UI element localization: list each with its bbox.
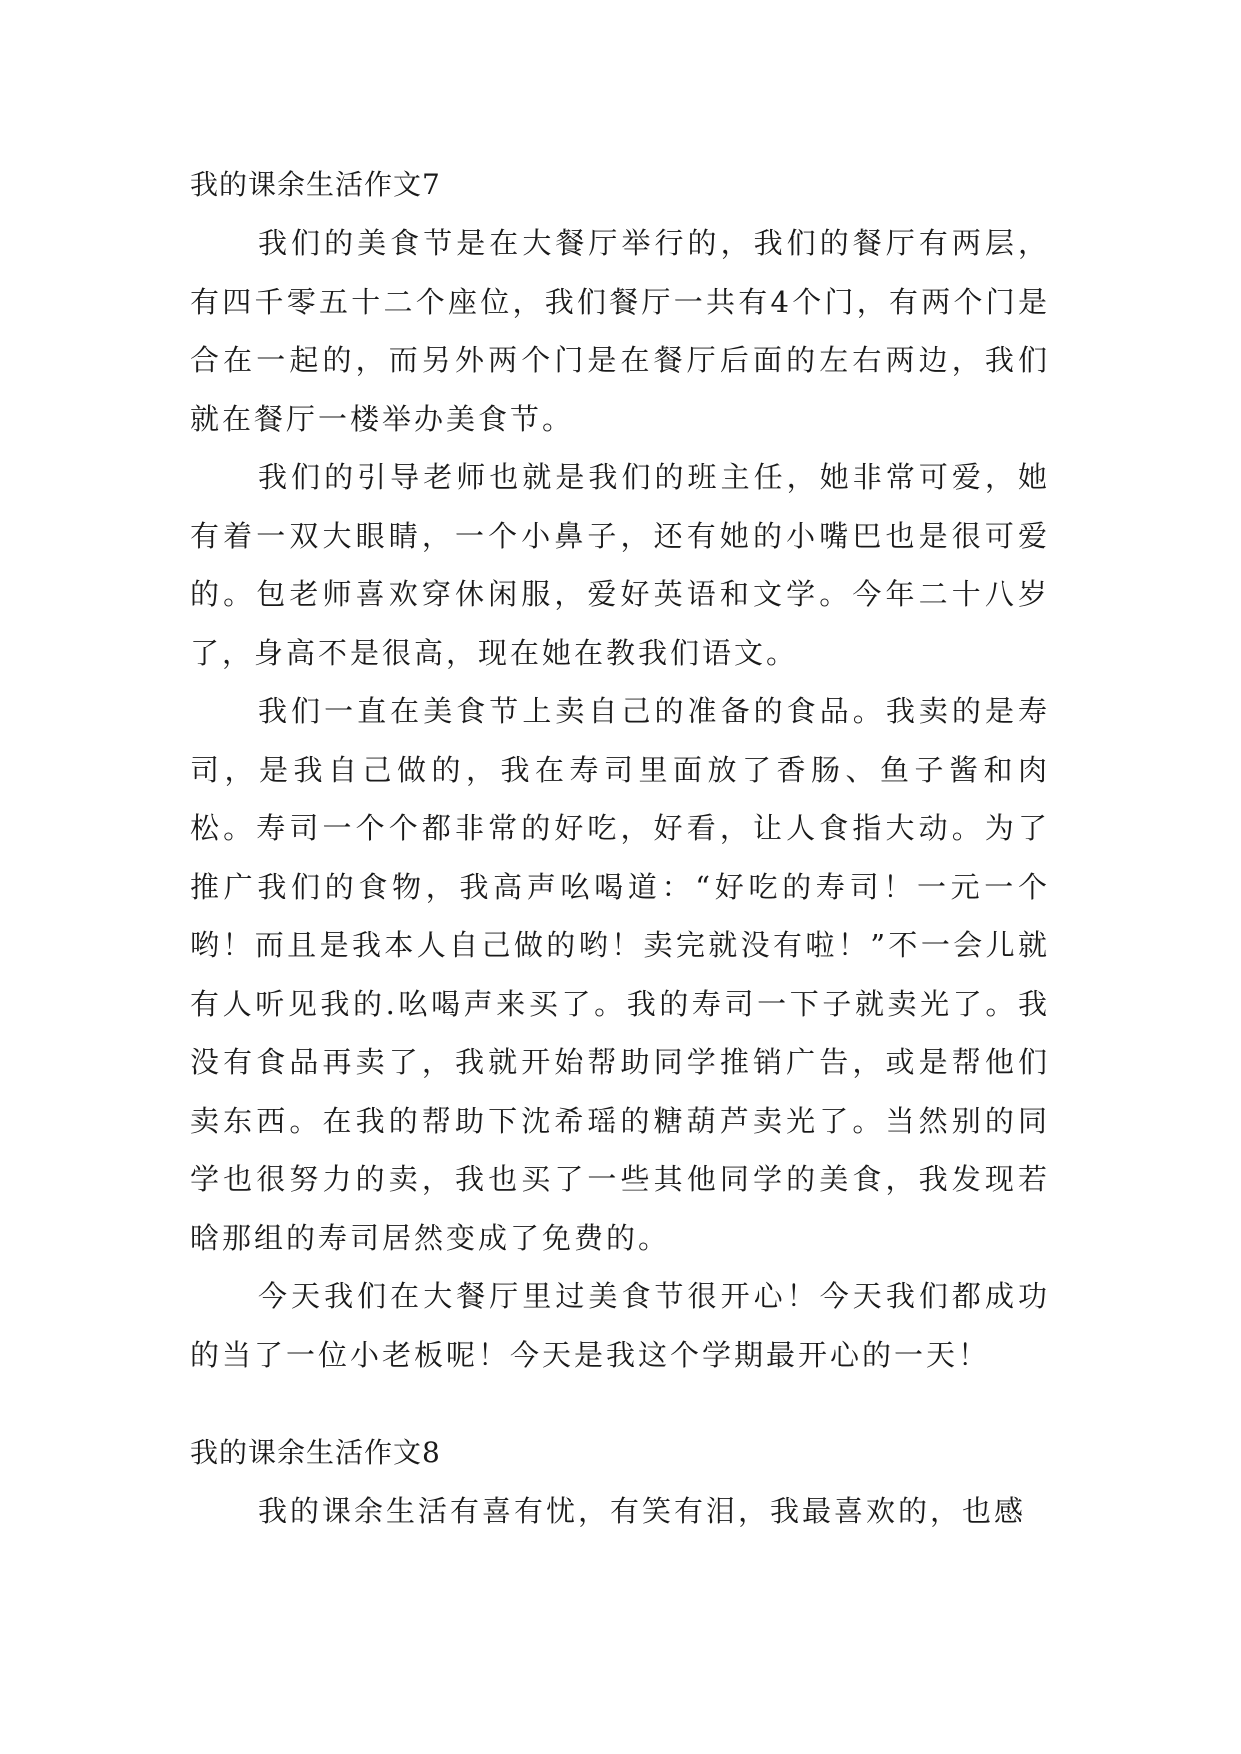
essay-section-7 [190, 156, 1050, 1384]
essay-heading: 我的课余生活作文8 [190, 1436, 441, 1469]
essay-paragraph: 我们的美食节是在大餐厅举行的，我们的餐厅有两层，有四千零五十二个座位，我们餐厅一共有4个门，有两个门是合在一起的，而另外两个门是在餐厅后面的左右两边，我们就在餐厅一楼举办美食节。 [190, 226, 1050, 436]
essay-section-8 [190, 1424, 1050, 1541]
essay-paragraph: 今天我们在大餐厅里过美食节很开心！今天我们都成功的当了一位小老板呢！今天是我这个学期最开心的一天！ [190, 1279, 1050, 1372]
essay-heading: 我的课余生活作文7 [190, 168, 441, 201]
essay-paragraph: 我们一直在美食节上卖自己的准备的食品。我卖的是寿司，是我自己做的，我在寿司里面放了香肠、鱼子酱和肉松。寿司一个个都非常的好吃，好看，让人食指大动。为了推广我们的食物，我高声吆喝道：“好吃的寿司！一元一个哟！而且是我本人自己做的哟！卖完就没有啦！”不一会儿就有人听见我的.吆喝声来买了。我的寿司一下子就卖光了。我没有食品再卖了，我就开始帮助同学推销广告，或是帮他们卖东西。在我的帮助下沈希瑶的糖葫芦卖光了。当然别的同学也很努力的卖，我也买了一些其他同学的美食，我发现若晗那组的寿司居然变成了免费的。 [190, 694, 1050, 1255]
essay-paragraph: 我的课余生活有喜有忧，有笑有泪，我最喜欢的，也感 [258, 1494, 1027, 1528]
essay-paragraph: 我们的引导老师也就是我们的班主任，她非常可爱，她有着一双大眼睛，一个小鼻子，还有她的小嘴巴也是很可爱的。包老师喜欢穿休闲服，爱好英语和文学。今年二十八岁了，身高不是很高，现在她在教我们语文。 [190, 460, 1050, 670]
